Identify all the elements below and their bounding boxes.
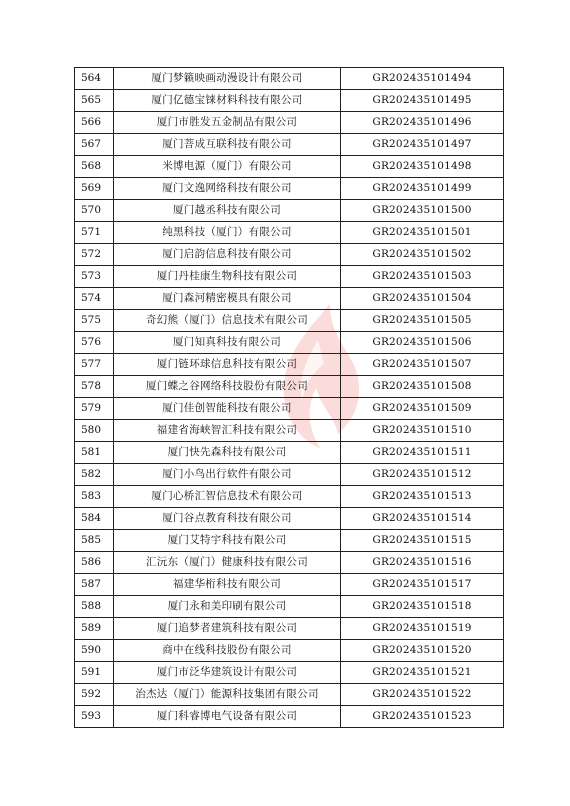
table-row	[75, 662, 504, 684]
certificate-number: GR202435101501	[341, 222, 504, 244]
certificate-number: GR202435101498	[341, 156, 504, 178]
company-name: 厦门文逸网络科技有限公司	[114, 178, 341, 200]
certificate-number: GR202435101516	[341, 552, 504, 574]
row-number: 576	[75, 332, 114, 354]
row-number: 582	[75, 464, 114, 486]
certificate-number: GR202435101495	[341, 90, 504, 112]
certificate-number: GR202435101523	[341, 706, 504, 728]
certificate-number: GR202435101506	[341, 332, 504, 354]
row-number: 588	[75, 596, 114, 618]
table-row	[75, 156, 504, 178]
company-name: 厦门森河精密模具有限公司	[114, 288, 341, 310]
enterprise-list-body	[75, 68, 504, 728]
company-name: 汇沅东（厦门）健康科技有限公司	[114, 552, 341, 574]
company-name: 厦门谷点教育科技有限公司	[114, 508, 341, 530]
row-number: 583	[75, 486, 114, 508]
certificate-number: GR202435101518	[341, 596, 504, 618]
table-row	[75, 442, 504, 464]
row-number: 585	[75, 530, 114, 552]
table-row	[75, 244, 504, 266]
table-row	[75, 222, 504, 244]
certificate-number: GR202435101508	[341, 376, 504, 398]
company-name: 厦门永和美印刷有限公司	[114, 596, 341, 618]
row-number: 569	[75, 178, 114, 200]
company-name: 厦门丹桂康生物科技有限公司	[114, 266, 341, 288]
certificate-number: GR202435101515	[341, 530, 504, 552]
table-row	[75, 530, 504, 552]
certificate-number: GR202435101519	[341, 618, 504, 640]
company-name: 厦门知真科技有限公司	[114, 332, 341, 354]
row-number: 591	[75, 662, 114, 684]
certificate-number: GR202435101521	[341, 662, 504, 684]
table-row	[75, 68, 504, 90]
table-row	[75, 618, 504, 640]
row-number: 575	[75, 310, 114, 332]
company-name: 商中在线科技股份有限公司	[114, 640, 341, 662]
company-name: 厦门越丞科技有限公司	[114, 200, 341, 222]
row-number: 570	[75, 200, 114, 222]
table-row	[75, 706, 504, 728]
table-row	[75, 508, 504, 530]
certificate-number: GR202435101503	[341, 266, 504, 288]
row-number: 572	[75, 244, 114, 266]
row-number: 574	[75, 288, 114, 310]
company-name: 厦门蝶之谷网络科技股份有限公司	[114, 376, 341, 398]
company-name: 厦门佳创智能科技有限公司	[114, 398, 341, 420]
certificate-number: GR202435101500	[341, 200, 504, 222]
row-number: 590	[75, 640, 114, 662]
certificate-number: GR202435101502	[341, 244, 504, 266]
row-number: 593	[75, 706, 114, 728]
row-number: 564	[75, 68, 114, 90]
certificate-number: GR202435101514	[341, 508, 504, 530]
company-name: 奇幻熊（厦门）信息技术有限公司	[114, 310, 341, 332]
table-row	[75, 552, 504, 574]
company-name: 治杰达（厦门）能源科技集团有限公司	[114, 684, 341, 706]
certificate-number: GR202435101517	[341, 574, 504, 596]
row-number: 573	[75, 266, 114, 288]
certificate-number: GR202435101509	[341, 398, 504, 420]
certificate-number: GR202435101496	[341, 112, 504, 134]
table-row	[75, 684, 504, 706]
row-number: 577	[75, 354, 114, 376]
table-row	[75, 332, 504, 354]
row-number: 592	[75, 684, 114, 706]
row-number: 580	[75, 420, 114, 442]
row-number: 578	[75, 376, 114, 398]
table-row	[75, 90, 504, 112]
row-number: 567	[75, 134, 114, 156]
certificate-number: GR202435101510	[341, 420, 504, 442]
table-row	[75, 574, 504, 596]
company-name: 厦门市胜发五金制品有限公司	[114, 112, 341, 134]
company-name: 厦门启韵信息科技有限公司	[114, 244, 341, 266]
company-name: 厦门梦籁映画动漫设计有限公司	[114, 68, 341, 90]
table-row	[75, 464, 504, 486]
company-name: 福建省海峡智汇科技有限公司	[114, 420, 341, 442]
table-row	[75, 640, 504, 662]
company-name: 厦门科睿博电气设备有限公司	[114, 706, 341, 728]
company-name: 厦门小鸟出行软件有限公司	[114, 464, 341, 486]
company-name: 厦门快先森科技有限公司	[114, 442, 341, 464]
company-name: 厦门市泛华建筑设计有限公司	[114, 662, 341, 684]
certificate-number: GR202435101499	[341, 178, 504, 200]
table-row	[75, 354, 504, 376]
company-name: 厦门菩成互联科技有限公司	[114, 134, 341, 156]
certificate-number: GR202435101494	[341, 68, 504, 90]
table-row	[75, 486, 504, 508]
row-number: 565	[75, 90, 114, 112]
certificate-number: GR202435101504	[341, 288, 504, 310]
table-row	[75, 420, 504, 442]
enterprise-list-table	[74, 67, 504, 728]
row-number: 579	[75, 398, 114, 420]
row-number: 587	[75, 574, 114, 596]
certificate-number: GR202435101497	[341, 134, 504, 156]
table-row	[75, 376, 504, 398]
company-name: 厦门追梦者建筑科技有限公司	[114, 618, 341, 640]
company-name: 米博电源（厦门）有限公司	[114, 156, 341, 178]
certificate-number: GR202435101505	[341, 310, 504, 332]
table-row	[75, 398, 504, 420]
table-row	[75, 266, 504, 288]
table-row	[75, 310, 504, 332]
row-number: 568	[75, 156, 114, 178]
company-name: 厦门亿德宝铼材料科技有限公司	[114, 90, 341, 112]
certificate-number: GR202435101522	[341, 684, 504, 706]
certificate-number: GR202435101513	[341, 486, 504, 508]
row-number: 584	[75, 508, 114, 530]
company-name: 纯黑科技（厦门）有限公司	[114, 222, 341, 244]
row-number: 566	[75, 112, 114, 134]
certificate-number: GR202435101520	[341, 640, 504, 662]
table-row	[75, 200, 504, 222]
company-name: 厦门链环球信息科技有限公司	[114, 354, 341, 376]
row-number: 589	[75, 618, 114, 640]
company-name: 福建华桁科技有限公司	[114, 574, 341, 596]
certificate-number: GR202435101512	[341, 464, 504, 486]
table-row	[75, 178, 504, 200]
certificate-number: GR202435101511	[341, 442, 504, 464]
row-number: 586	[75, 552, 114, 574]
table-row	[75, 596, 504, 618]
table-row	[75, 112, 504, 134]
company-name: 厦门艾特宇科技有限公司	[114, 530, 341, 552]
certificate-number: GR202435101507	[341, 354, 504, 376]
table-row	[75, 134, 504, 156]
row-number: 571	[75, 222, 114, 244]
row-number: 581	[75, 442, 114, 464]
company-name: 厦门心桥汇智信息技术有限公司	[114, 486, 341, 508]
table-row	[75, 288, 504, 310]
